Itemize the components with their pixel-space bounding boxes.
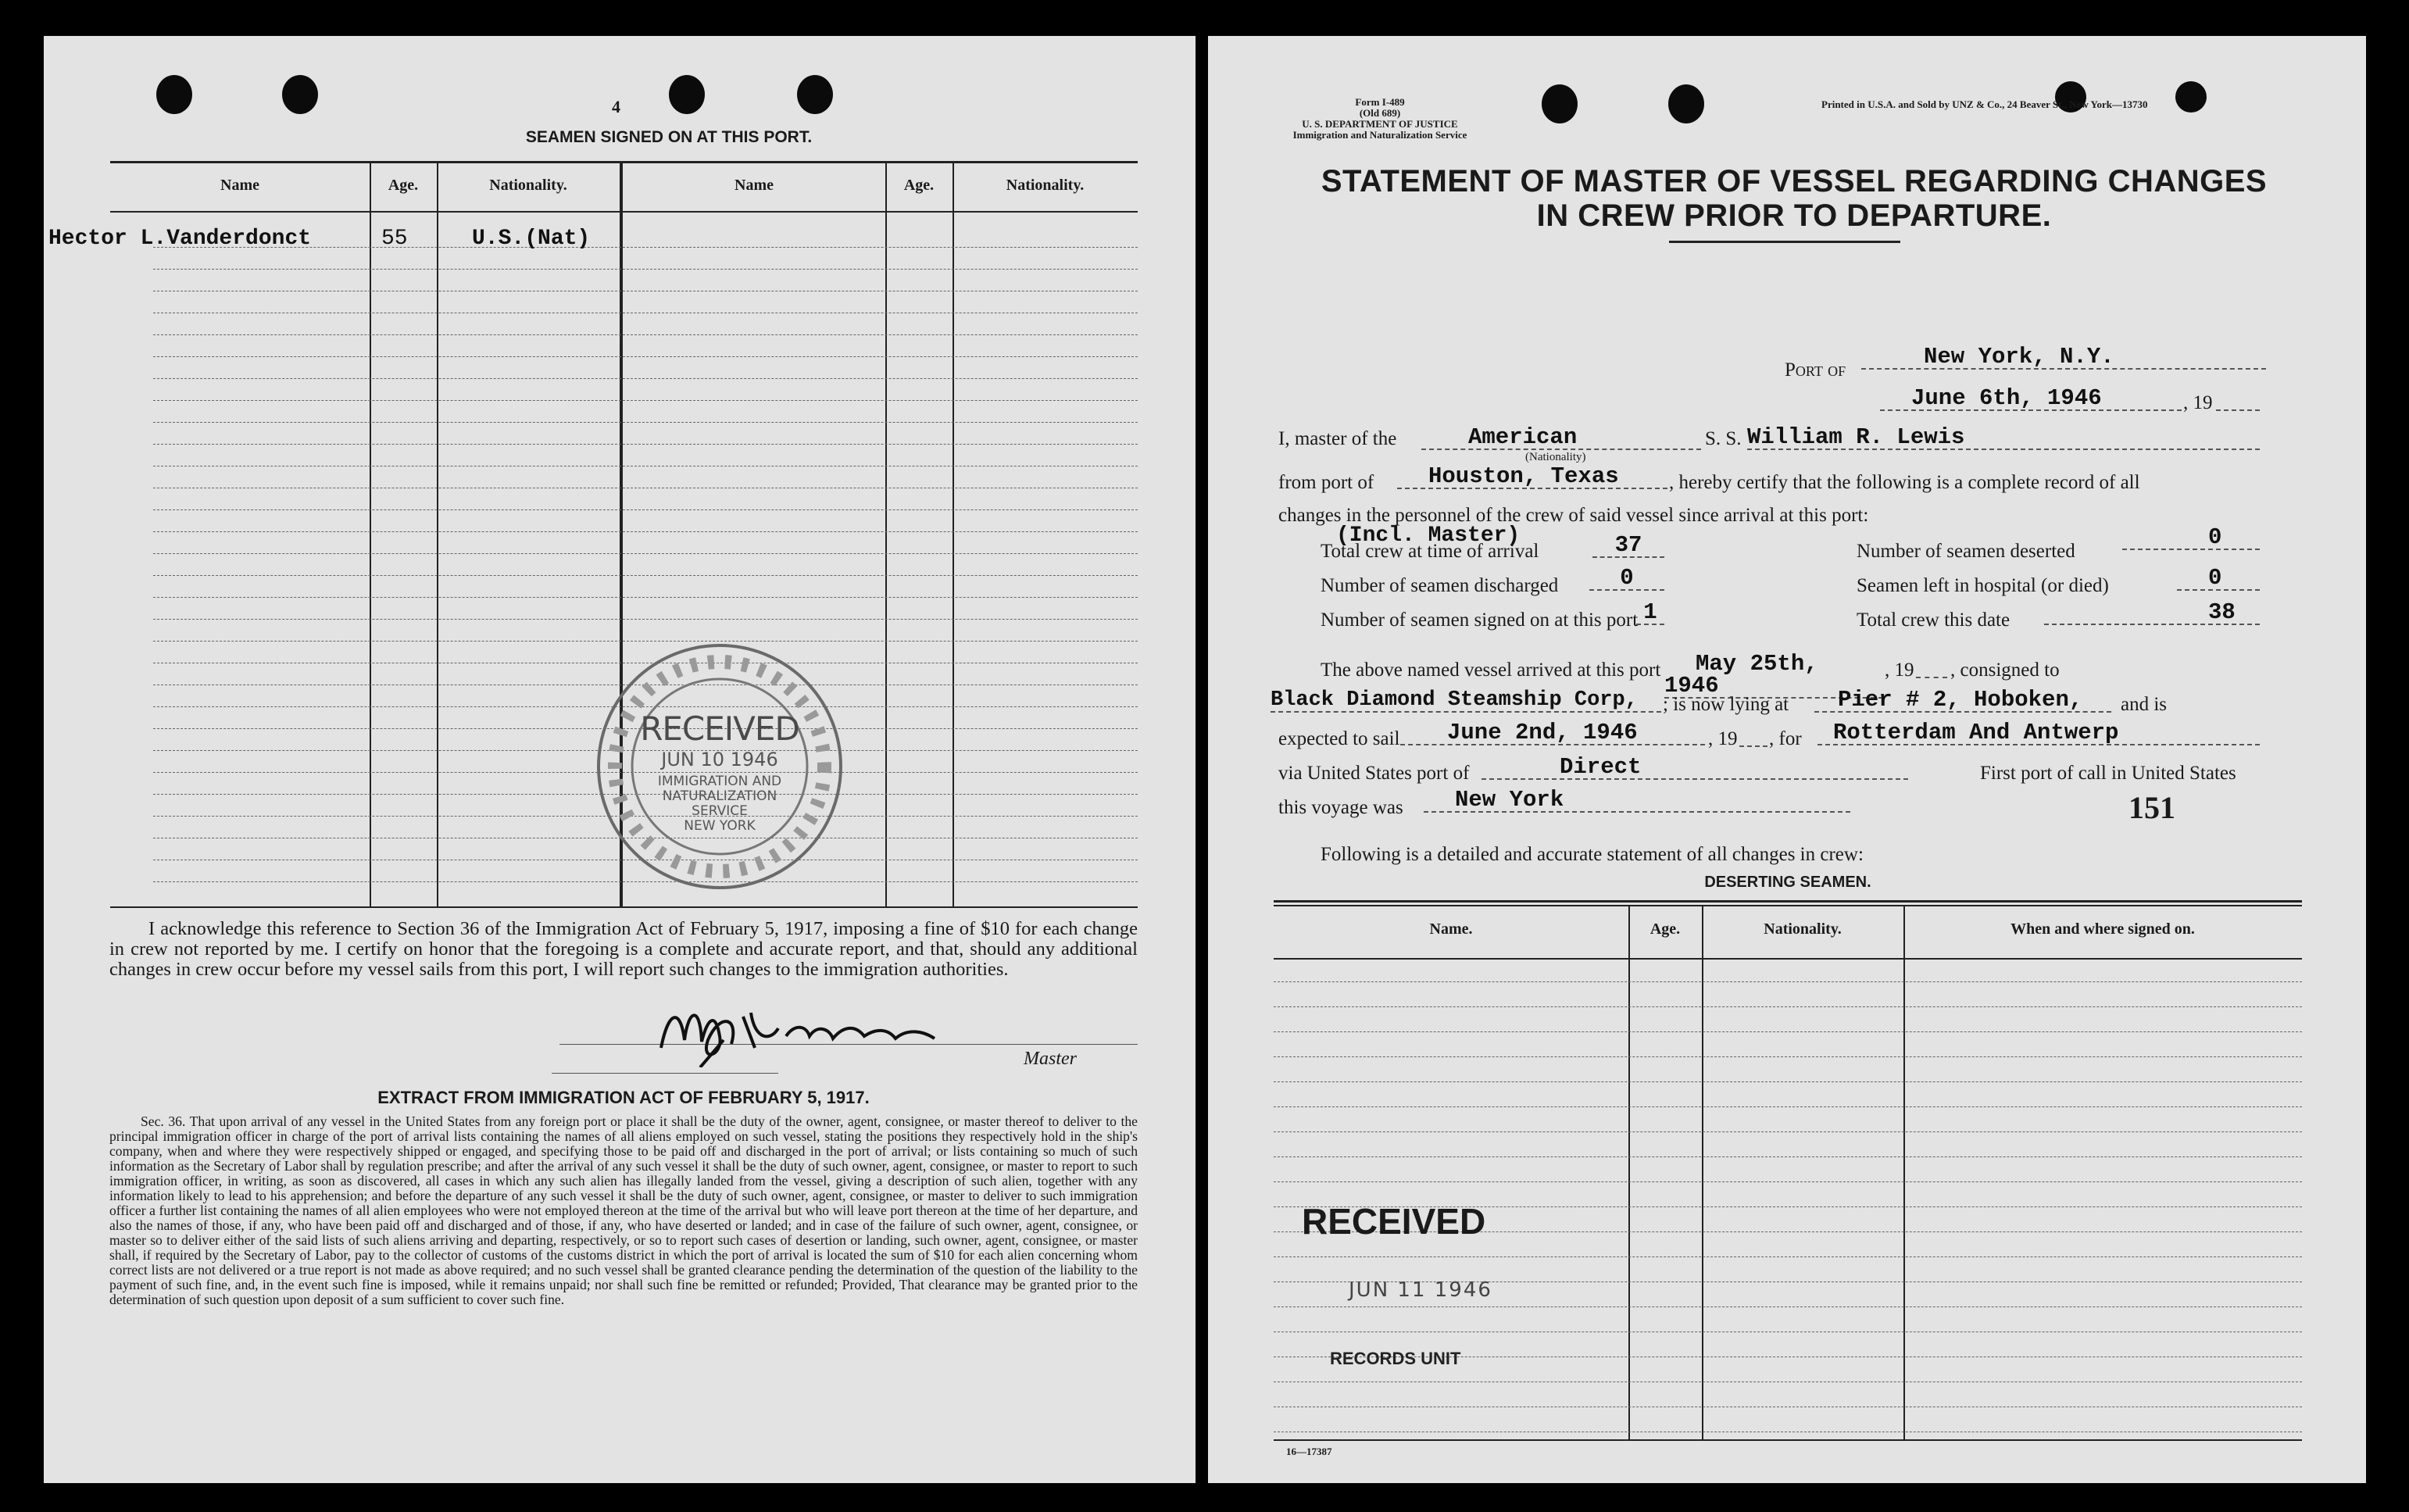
- row-rule: [1274, 1181, 2302, 1182]
- form-number: Form I-489 (Old 689) U. S. DEPARTMENT OF JUSTICE Immigration and Naturalization Service: [1292, 96, 1467, 141]
- stamp-agency: IMMIGRATION AND NATURALIZATION SERVICE NEW YORK: [657, 774, 782, 834]
- extract-heading: EXTRACT FROM IMMIGRATION ACT OF FEBRUARY 5, 1917.: [377, 1088, 870, 1107]
- expected-value: June 2nd, 1946: [1400, 722, 1705, 745]
- nationality-caption: (Nationality): [1525, 451, 1586, 463]
- punch-hole: [1542, 84, 1578, 123]
- row-rule: [153, 619, 1138, 620]
- lying-label: ; is now lying at: [1663, 694, 1789, 715]
- extract-text: Sec. 36. That upon arrival of any vessel in the United States from any foreign port or place it shall be the duty of the owner, agent, consignee, or master thereof to deliver to the principal immigration officer in charge of the port of arrival lists containing the names of all aliens employed on such vessel, stating the positions they respectively hold in the ship's company, when and where they were respectively shipped or engaged, and specifying those to be paid off and discharged in the port of arrival; or lists containing so much of such information as the Secretary of Labor shall by regulation prescribe; and after the arrival of any such vessel it shall be the duty of such owner, agent, consignee, or master to report to such immigration officer, in writing, as soon as discovered, all cases in which any such alien has illegally landed from the vessel, giving a description of such alien, together with any information likely to lead to his apprehension; and before the departure of any such vessel it shall be the duty of such owner, agent, consignee, or master to deliver to such immigration officer a further list containing the names of all alien employees who were not employed thereon at the time of the arrival but who will leave port thereon at the time of her departure, and also the names of those, if any, who have been paid off and discharged and of those, if any, who have deserted or landed; and in case of the failure of such owner, agent, consignee, or master so to deliver either of the said lists of such aliens arriving and departing, respectively, or so to report such cases of desertion or landing, such owner, agent, consignee, or master shall, if required by the Secretary of Labor, pay to the collector of customs of the customs district in which the port of arrival is located the sum of $10 for each alien concerning whom correct lists are not delivered or a true report is not made as above required; and no such vessel shall be granted clearance pending the determination of the question of the liability to the payment of such fine, and, in the event such fine is imposed, while it remains unpaid; nor shall such fine be remitted or refunded; Provided, That clearance may be granted prior to the determination of such question upon deposit of a sum sufficient to cover such fine.: [109, 1113, 1138, 1307]
- column-header-signed-on: When and where signed on.: [2010, 920, 2195, 938]
- port-of-value: New York, N.Y.: [1861, 346, 2266, 370]
- section-heading: SEAMEN SIGNED ON AT THIS PORT.: [525, 128, 813, 146]
- row-rule: [1274, 1106, 2302, 1107]
- arrived-value: May 25th, 1946: [1664, 653, 1883, 699]
- deserting-heading: DESERTING SEAMEN.: [1704, 874, 1871, 891]
- master-of-label: I, master of the: [1278, 428, 1397, 449]
- via-port-value: Direct: [1481, 756, 1908, 780]
- column-header-nationality: Nationality.: [1006, 177, 1085, 194]
- row-rule: [1274, 1056, 2302, 1057]
- row-rule: [153, 400, 1138, 401]
- column-header-age: Age.: [903, 177, 935, 194]
- date-value: June 6th, 1946: [1880, 388, 2182, 411]
- punch-hole: [669, 75, 705, 114]
- row-rule: [1274, 1131, 2302, 1132]
- certify-text-2: changes in the personnel of the crew of said vessel since arrival at this port:: [1278, 505, 1869, 526]
- punch-hole: [2175, 81, 2207, 113]
- arrived-label: The above named vessel arrived at this port: [1321, 659, 1661, 681]
- signed-on-label: Number of seamen signed on at this port: [1321, 609, 1639, 631]
- punch-hole: [282, 75, 318, 114]
- consigned-label: , consigned to: [1950, 659, 2060, 681]
- row-rule: [1274, 1156, 2302, 1157]
- handwritten-number: 151: [2128, 790, 2175, 825]
- expected-label: expected to sail: [1278, 728, 1400, 749]
- stamp-date: JUN 11 1946: [1349, 1278, 1492, 1302]
- signed-on-value: 1: [1636, 602, 1664, 625]
- column-header-name: Name.: [1429, 920, 1473, 938]
- column-header-age: Age.: [388, 177, 419, 194]
- consignee-value: Black Diamond Steamship Corp,: [1271, 689, 1661, 713]
- row-rule: [153, 575, 1138, 576]
- row-rule: [153, 553, 1138, 554]
- seaman-name: Hector L.Vanderdonct: [48, 227, 312, 251]
- row-rule: [153, 378, 1138, 379]
- row-rule: [153, 356, 1138, 357]
- right-page: [1208, 36, 2366, 1483]
- certify-text: , hereby certify that the following is a complete record of all: [1669, 472, 2140, 493]
- row-rule: [153, 334, 1138, 335]
- expected-suffix: , 19: [1708, 728, 1738, 749]
- port-of-label: Port of: [1785, 359, 1846, 381]
- received-stamp: [591, 638, 849, 895]
- first-port-label: First port of call in United States: [1980, 763, 2236, 784]
- discharged-value: 0: [1589, 567, 1664, 591]
- printer-line: Printed in U.S.A. and Sold by UNZ & Co., 24 Beaver St., New York—13730: [1821, 98, 2148, 110]
- page-number: 4: [612, 97, 620, 116]
- row-rule: [153, 509, 1138, 510]
- column-header-name: Name: [220, 177, 259, 194]
- total-crew-arrival-label: Total crew at time of arrival: [1321, 541, 1539, 562]
- voyage-value: New York: [1424, 789, 1850, 813]
- ss-label: S. S.: [1705, 428, 1742, 449]
- from-port-label: from port of: [1278, 472, 1374, 493]
- and-is-label: and is: [2121, 694, 2168, 715]
- form-title: STATEMENT OF MASTER OF VESSEL REGARDING CHANGES: [1321, 164, 2268, 198]
- row-rule: [153, 422, 1138, 423]
- for-label: , for: [1769, 728, 1802, 749]
- row-rule: [1274, 1031, 2302, 1032]
- following-text: Following is a detailed and accurate statement of all changes in crew:: [1321, 844, 1864, 865]
- seaman-nationality: U.S.(Nat): [472, 227, 591, 251]
- total-crew-arrival-value: 37: [1592, 534, 1664, 558]
- punch-hole: [797, 75, 833, 114]
- column-header-name: Name: [734, 177, 774, 194]
- lying-at-value: Pier # 2, Hoboken,: [1814, 689, 2111, 713]
- incl-master-note: (Incl. Master): [1336, 524, 1521, 548]
- footer-code: 16—17387: [1286, 1446, 1332, 1457]
- ship-name-value: William R. Lewis: [1747, 427, 2260, 450]
- deserted-label: Number of seamen deserted: [1857, 541, 2075, 562]
- stamp-title: RECEIVED: [1302, 1201, 1486, 1242]
- voyage-label: this voyage was: [1278, 797, 1403, 818]
- row-rule: [153, 597, 1138, 598]
- destination-value: Rotterdam And Antwerp: [1817, 722, 2260, 745]
- column-header-nationality: Nationality.: [489, 177, 567, 194]
- hospital-value: 0: [2177, 567, 2260, 591]
- acknowledgement-text: I acknowledge this reference to Section 36 of the Immigration Act of February 5, 1917, imposing a fine of $10 for each change in crew not reported by me. I certify on honor that the foregoing is a complete and accurate report, and that, should any additional changes in crew occur before my vessel sails from this port, I will report such changes to the immigration authorities.: [109, 918, 1138, 980]
- column-header-nationality: Nationality.: [1764, 920, 1842, 938]
- nationality-value: American: [1421, 427, 1701, 450]
- column-header-age: Age.: [1649, 920, 1681, 938]
- arrived-suffix: , 19: [1885, 659, 1914, 681]
- signature-icon: [653, 993, 989, 1067]
- row-rule: [1274, 1006, 2302, 1007]
- stamp-title: RECEIVED: [640, 710, 799, 748]
- received-stamp: [1302, 1200, 1599, 1388]
- discharged-label: Number of seamen discharged: [1321, 575, 1559, 596]
- date-suffix: , 19: [2183, 392, 2213, 413]
- row-rule: [1274, 1081, 2302, 1082]
- total-crew-date-label: Total crew this date: [1857, 609, 2010, 631]
- via-label: via United States port of: [1278, 763, 1470, 784]
- from-port-value: Houston, Texas: [1397, 466, 1667, 489]
- left-page: [44, 36, 1196, 1483]
- row-rule: [153, 444, 1138, 445]
- stamp-unit: RECORDS UNIT: [1330, 1349, 1461, 1368]
- stamp-date: JUN 10 1946: [661, 749, 778, 770]
- punch-hole: [1668, 84, 1704, 123]
- hospital-label: Seamen left in hospital (or died): [1857, 575, 2109, 596]
- row-rule: [1274, 981, 2302, 982]
- punch-hole: [156, 75, 192, 114]
- total-crew-date-value: 38: [2044, 602, 2260, 625]
- form-title-2: IN CREW PRIOR TO DEPARTURE.: [1536, 198, 2052, 233]
- seaman-age: 55: [381, 227, 408, 251]
- row-rule: [153, 269, 1138, 270]
- row-rule: [153, 531, 1138, 532]
- master-label: Master: [1024, 1049, 1077, 1069]
- deserted-value: 0: [2122, 527, 2260, 550]
